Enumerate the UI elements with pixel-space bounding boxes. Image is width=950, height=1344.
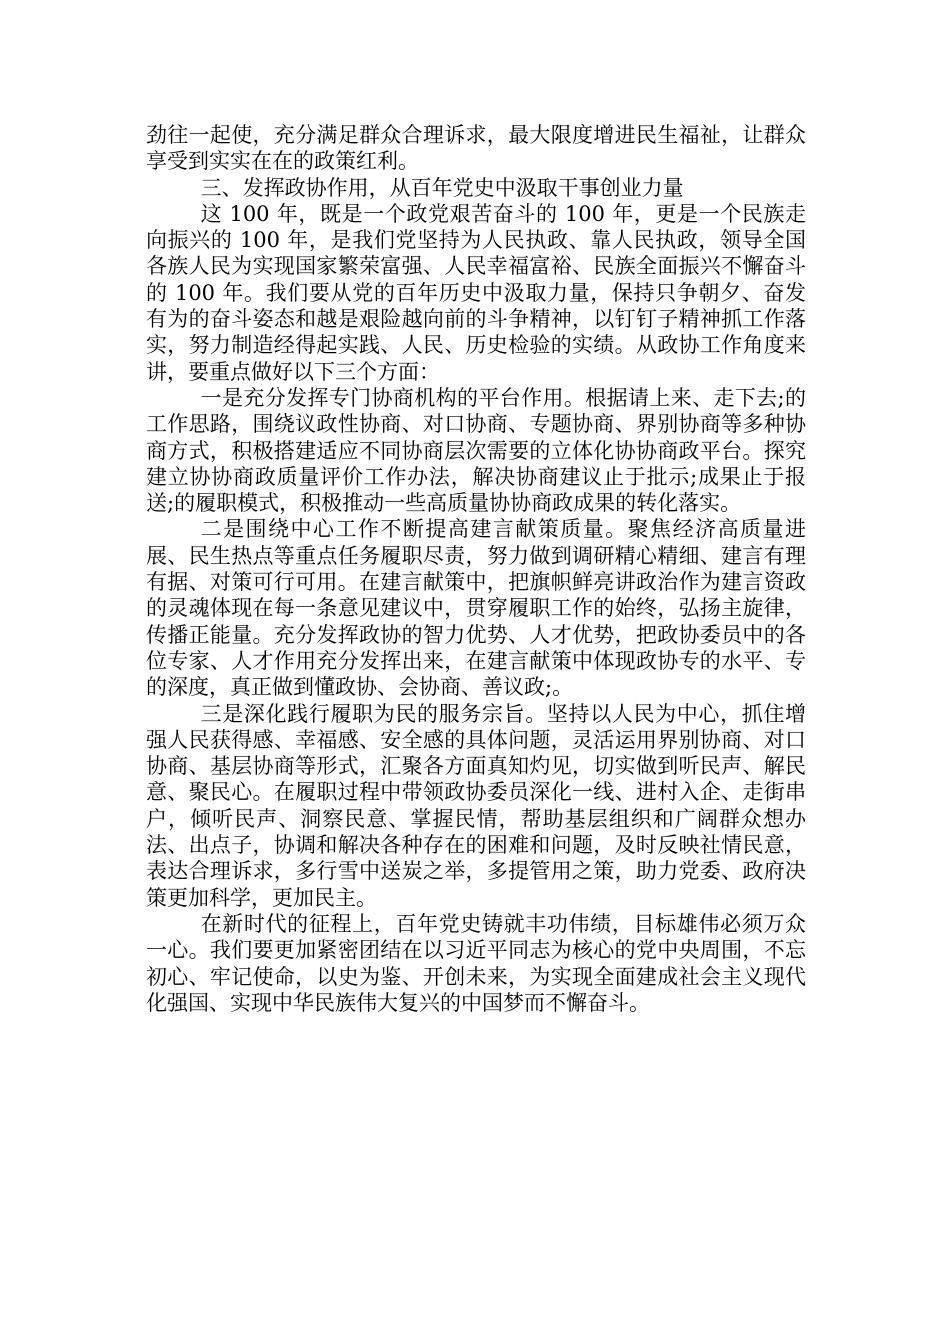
paragraph-point-three: 三是深化践行履职为民的服务宗旨。坚持以人民为中心，抓住增强人民获得感、幸福感、安全感的具体问题，灵活运用界别协商、对口协商、基层协商等形式，汇聚各方面真知灼见，切实做到听民声、解民意、聚民心。在履职过程中带领政协委员深化一线、进村入企、走街串户，倾听民声、洞察民意、掌握民情，帮助基层组织和广阔群众想办法、出点子，协调和解决各种存在的困难和问题，及时反映社情民意，表达合理诉求，多行雪中送炭之举，多提管用之策，助力党委、政府决策更加科学，更加民主。 — [146, 701, 806, 910]
paragraph-continuation: 劲往一起使，充分满足群众合理诉求，最大限度增进民生福祉，让群众享受到实实在在的政策红利。 — [146, 123, 806, 174]
section-heading: 三、发挥政协作用，从百年党史中汲取干事创业力量 — [200, 175, 684, 200]
paragraph-point-two: 二是围绕中心工作不断提高建言献策质量。聚焦经济高质量进展、民生热点等重点任务履职尽责，努力做到调研精心精细、建言有理有据、对策可行可用。在建言献策中，把旗帜鲜亮讲政治作为建言资政的灵魂体现在每一条意见建议中，贯穿履职工作的始终，弘扬主旋律，传播正能量。充分发挥政协的智力优势、人才优势，把政协委员中的各位专家、人才作用充分发挥出来，在建言献策中体现政协专的水平、专的深度，真正做到懂政协、会协商、善议政;。 — [146, 517, 806, 700]
paragraph-point-one: 一是充分发挥专门协商机构的平台作用。根据请上来、走下去;的工作思路，围绕议政性协商、对口协商、专题协商、界别协商等多种协商方式，积极搭建适应不同协商层次需要的立体化协协商政平台。探究建立协协商政质量评价工作办法，解决协商建议止于批示;成果止于报送;的履职模式，积极推动一些高质量协协商政成果的转化落实。 — [146, 385, 806, 516]
paragraph-history: 这 100 年，既是一个政党艰苦奋斗的 100 年，更是一个民族走向振兴的 100 年，是我们党坚持为人民执政、靠人民执政，领导全国各族人民为实现国家繁荣富强、人民幸福富裕、民族全面振兴不懈奋斗的 100 年。我们要从党的百年历史中汲取力量，保持只争朝夕、奋发有为的奋斗姿态和越是艰险越向前的斗争精神，以钉钉子精神抓工作落实，努力制造经得起实践、人民、历史检验的实绩。从政协工作角度来讲，要重点做好以下三个方面： — [146, 201, 806, 384]
document-body — [146, 122, 806, 1016]
paragraph-conclusion: 在新时代的征程上，百年党史铸就丰功伟绩，目标雄伟必须万众一心。我们要更加紧密团结在以习近平同志为核心的党中央周围，不忘初心、牢记使命，以史为鉴、开创未来，为实现全面建成社会主义现代化强国、实现中华民族伟大复兴的中国梦而不懈奋斗。 — [146, 911, 806, 1015]
